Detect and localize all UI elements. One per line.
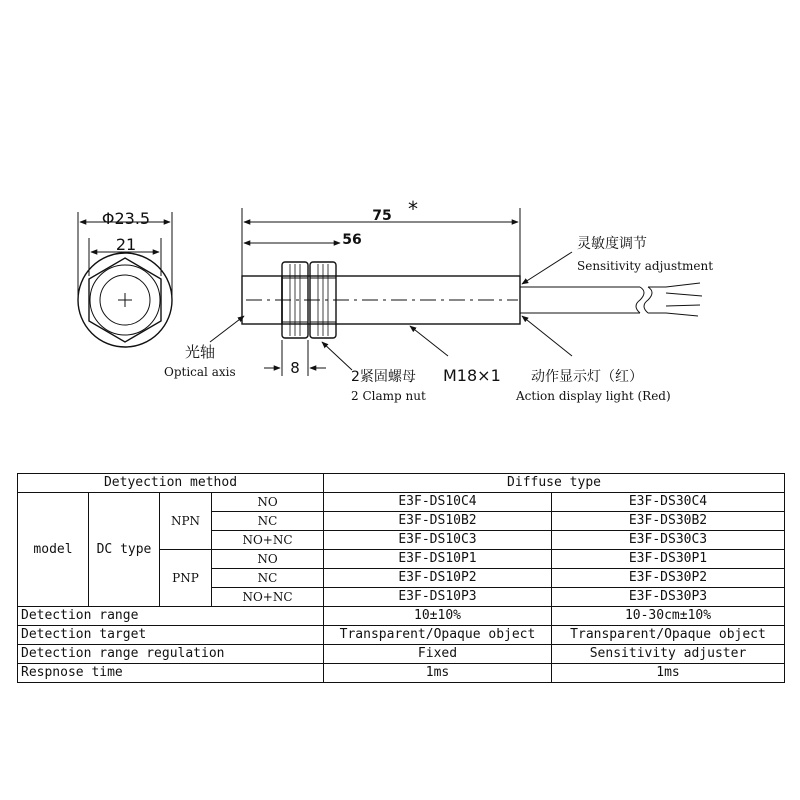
model-number-cell: E3F-DS30P2	[552, 569, 785, 588]
optical-axis-label-cn: 光轴	[185, 343, 216, 361]
state-cell: NO	[212, 550, 324, 569]
dim-outer-diameter: Φ23.5	[101, 209, 151, 228]
model-number-cell: E3F-DS10P2	[324, 569, 552, 588]
state-cell: NO+NC	[212, 531, 324, 550]
model-number-cell: E3F-DS10P1	[324, 550, 552, 569]
dim-nut-width: 8	[290, 359, 300, 377]
model-number-cell: E3F-DS30C3	[552, 531, 785, 550]
side-view	[210, 208, 702, 376]
dim-hex-width: 21	[115, 235, 137, 254]
clamp-nut-label-en: 2 Clamp nut	[351, 389, 426, 403]
table-row	[18, 645, 785, 664]
table-row	[18, 493, 785, 512]
table-row	[18, 664, 785, 683]
state-cell: NO	[212, 493, 324, 512]
range-regulation-value: Fixed	[324, 645, 552, 664]
action-light-label-cn: 动作显示灯（红）	[531, 369, 643, 385]
table-header-row	[18, 474, 785, 493]
spec-table	[17, 473, 785, 683]
sensitivity-label-en: Sensitivity adjustment	[577, 259, 714, 273]
model-number-cell: E3F-DS30P3	[552, 588, 785, 607]
model-number-cell: E3F-DS10C3	[324, 531, 552, 550]
optical-axis-label-en: Optical axis	[164, 365, 236, 379]
model-number-cell: E3F-DS30B2	[552, 512, 785, 531]
front-view	[78, 212, 172, 347]
range-regulation-value: Sensitivity adjuster	[552, 645, 785, 664]
state-cell: NC	[212, 512, 324, 531]
header-diffuse-type: Diffuse type	[324, 474, 785, 493]
model-number-cell: E3F-DS30C4	[552, 493, 785, 512]
detection-range-value: 10-30cm±10%	[552, 607, 785, 626]
npn-cell: NPN	[160, 493, 212, 550]
table-row	[18, 626, 785, 645]
response-time-value: 1ms	[324, 664, 552, 683]
action-light-label-en: Action display light (Red)	[516, 389, 671, 403]
detection-target-value: Transparent/Opaque object	[552, 626, 785, 645]
detection-target-label: Detection target	[18, 626, 324, 645]
state-cell: NC	[212, 569, 324, 588]
dc-type-cell: DC type	[89, 493, 160, 607]
sensitivity-label-cn: 灵敏度调节	[577, 236, 647, 252]
model-cell: model	[18, 493, 89, 607]
range-regulation-label: Detection range regulation	[18, 645, 324, 664]
model-number-cell: E3F-DS10B2	[324, 512, 552, 531]
response-time-label: Respnose time	[18, 664, 324, 683]
clamp-nut-label-cn: 2紧固螺母	[351, 369, 416, 385]
header-detection-method: Detyection method	[18, 474, 324, 493]
model-number-cell: E3F-DS10C4	[324, 493, 552, 512]
thread-label: M18×1	[443, 366, 501, 385]
dim-body-length: 56	[342, 232, 362, 248]
response-time-value: 1ms	[552, 664, 785, 683]
detection-range-value: 10±10%	[324, 607, 552, 626]
pnp-cell: PNP	[160, 550, 212, 607]
detection-target-value: Transparent/Opaque object	[324, 626, 552, 645]
detection-range-label: Detection range	[18, 607, 324, 626]
dim-total-length: 75	[372, 208, 392, 224]
model-number-cell: E3F-DS30P1	[552, 550, 785, 569]
state-cell: NO+NC	[212, 588, 324, 607]
table-row	[18, 607, 785, 626]
dim-total-length-mark: *	[408, 197, 418, 221]
model-number-cell: E3F-DS10P3	[324, 588, 552, 607]
